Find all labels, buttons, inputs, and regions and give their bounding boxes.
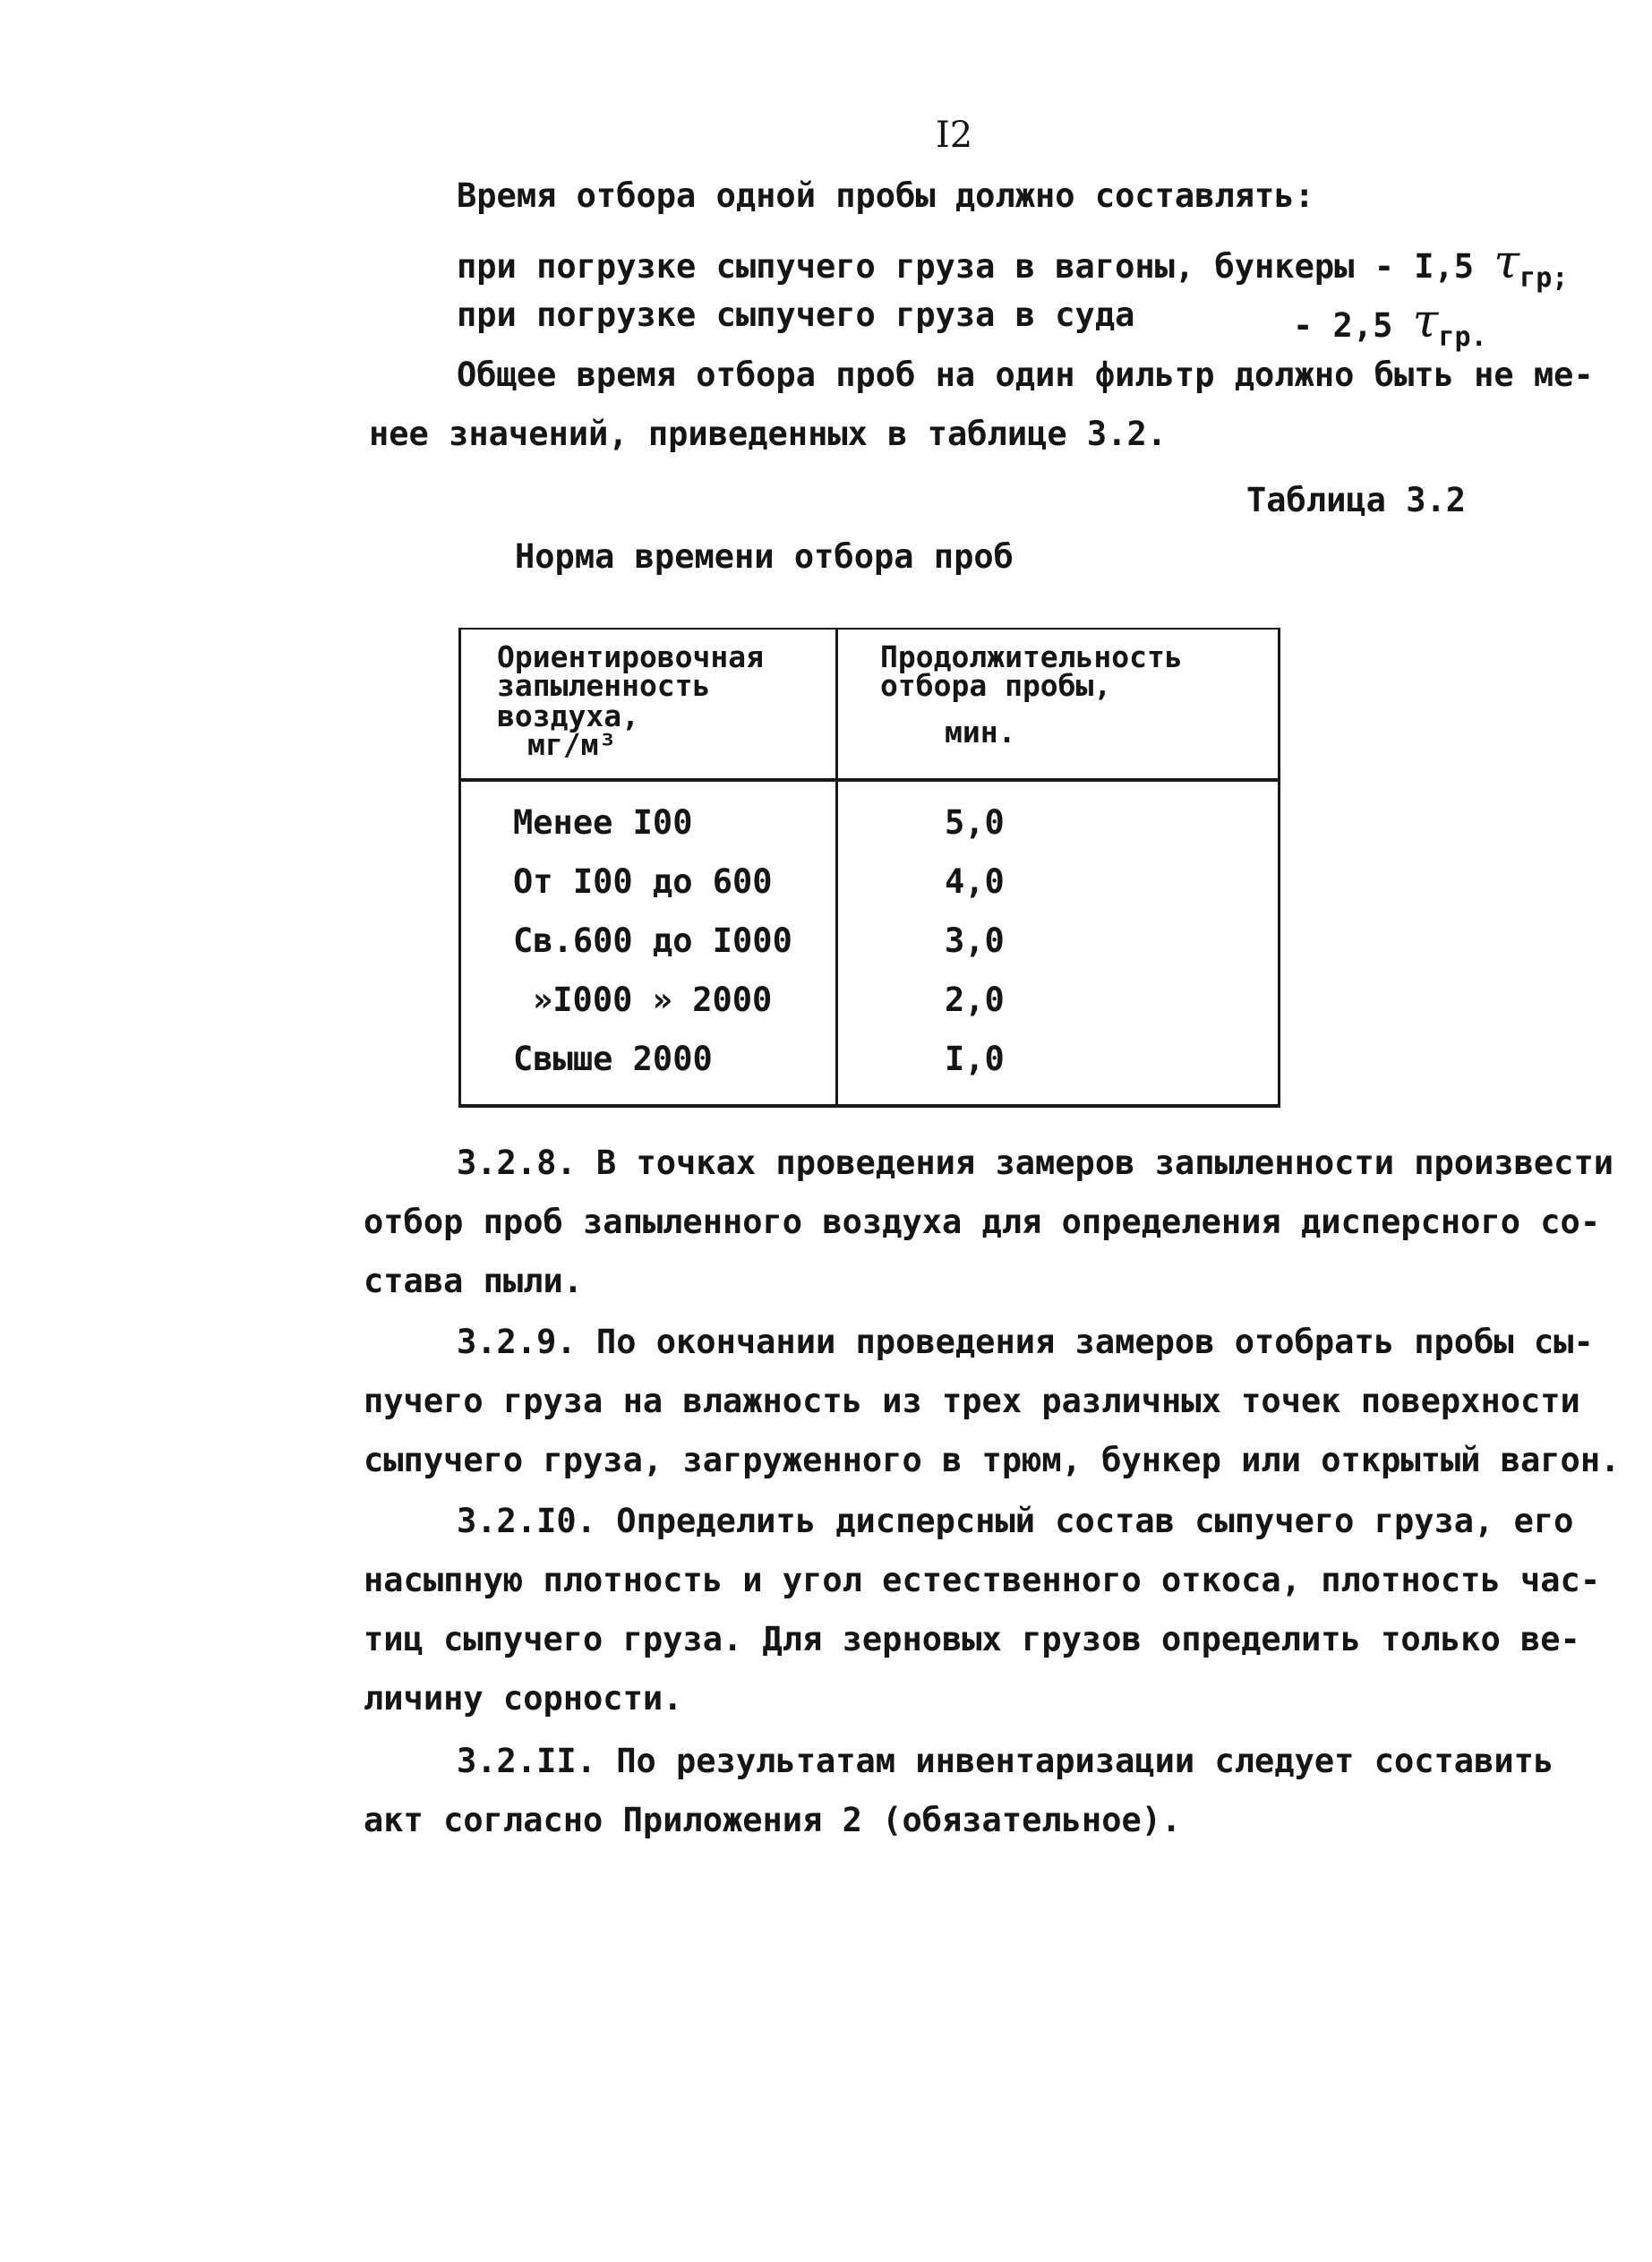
intro-line-3-suffix: гр. bbox=[1438, 321, 1487, 353]
table-header-dust-line-2: запыленность bbox=[497, 668, 711, 703]
intro-line-2-text: при погрузке сыпучего груза в вагоны, бункеры - I,5 bbox=[457, 247, 1475, 286]
section-3-2-10-line-4: личину сорности. bbox=[364, 1679, 683, 1718]
table-caption: Таблица 3.2 bbox=[1246, 481, 1467, 519]
intro-line-3 bbox=[457, 296, 1135, 334]
table-cell-duration: 5,0 bbox=[945, 803, 1005, 842]
table-title: Норма времени отбора проб bbox=[515, 537, 1014, 576]
table-cell-range: »I000 » 2000 bbox=[533, 981, 773, 1019]
tau-symbol: τ bbox=[1412, 295, 1439, 348]
table-cell-range: Св.600 до I000 bbox=[513, 921, 792, 960]
table-cell-range: Свыше 2000 bbox=[513, 1040, 713, 1078]
intro-line-3-value bbox=[1293, 295, 1487, 353]
section-3-2-10-line-2: насыпную плотность и угол естественного откоса, плотность час- bbox=[364, 1561, 1601, 1599]
table-cell-duration: 4,0 bbox=[945, 862, 1005, 901]
norm-table bbox=[458, 628, 1280, 1108]
page-number: I2 bbox=[936, 115, 973, 156]
table-cell-duration: 3,0 bbox=[945, 921, 1005, 960]
section-3-2-10-line-3: тиц сыпучего груза. Для зерновых грузов определить только ве- bbox=[364, 1620, 1580, 1658]
intro-line-2-suffix: гр; bbox=[1519, 262, 1569, 294]
intro-line-5: нее значений, приведенных в таблице 3.2. bbox=[369, 415, 1168, 453]
table-header-duration-line-2: отбора пробы, bbox=[880, 668, 1112, 703]
table-cell-range: Менее I00 bbox=[513, 803, 693, 842]
section-3-2-11-line-1: 3.2.II. По результатам инвентаризации следует составить bbox=[457, 1742, 1554, 1780]
section-3-2-10-line-1: 3.2.I0. Определить дисперсный состав сыпучего груза, его bbox=[457, 1502, 1574, 1540]
table-header-dust-unit: мг/м³ bbox=[527, 727, 617, 762]
section-3-2-8-line-1: 3.2.8. В точках проведения замеров запыленности произвести bbox=[457, 1144, 1614, 1182]
intro-line-3-text: при погрузке сыпучего груза в суда bbox=[457, 296, 1135, 334]
intro-line-4: Общее время отбора проб на один фильтр должно быть не ме- bbox=[457, 356, 1594, 394]
section-3-2-8-line-2: отбор проб запыленного воздуха для определения дисперсного со- bbox=[364, 1203, 1601, 1241]
table-cell-duration: 2,0 bbox=[945, 981, 1005, 1019]
table-header-dust-line-3: воздуха, bbox=[497, 698, 639, 733]
intro-line-2 bbox=[457, 236, 1569, 294]
table-cell-duration: I,0 bbox=[945, 1040, 1005, 1078]
table-header-duration-unit: мин. bbox=[945, 715, 1016, 750]
section-3-2-9-line-3: сыпучего груза, загруженного в трюм, бункер или открытый вагон. bbox=[364, 1441, 1621, 1479]
intro-line-3-number: - 2,5 bbox=[1293, 306, 1393, 345]
intro-line-1: Время отбора одной пробы должно составлять: bbox=[457, 176, 1314, 215]
section-3-2-11-line-2: акт согласно Приложения 2 (обязательное). bbox=[364, 1801, 1182, 1839]
table-column-divider bbox=[835, 630, 838, 1104]
section-3-2-9-line-2: пучего груза на влажность из трех различных точек поверхности bbox=[364, 1382, 1580, 1420]
section-3-2-9-line-1: 3.2.9. По окончании проведения замеров отобрать пробы сы- bbox=[457, 1323, 1594, 1361]
table-header-duration-line-1: Продолжительность bbox=[880, 639, 1183, 674]
table-header-dust-line-1: Ориентировочная bbox=[497, 639, 765, 674]
table-header-divider bbox=[461, 778, 1278, 782]
tau-symbol: τ bbox=[1494, 236, 1520, 289]
table-cell-range: От I00 до 600 bbox=[513, 862, 773, 901]
section-3-2-8-line-3: става пыли. bbox=[364, 1262, 584, 1300]
